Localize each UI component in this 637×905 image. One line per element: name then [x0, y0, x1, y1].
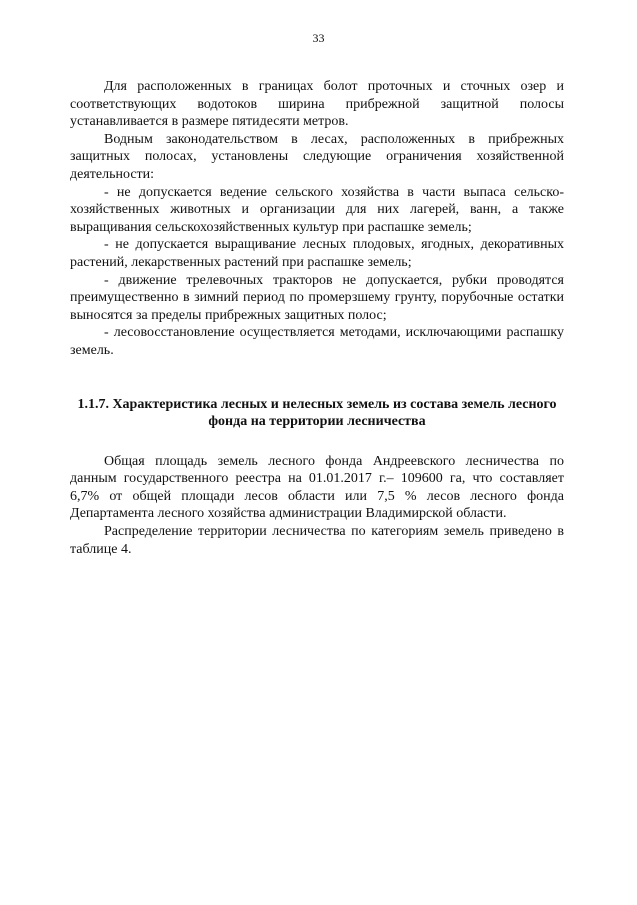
list-item-plants: - не допускается выращивание лесных плодовых, ягодных, декоративных растений, лекарственных растений при распашке земель; — [70, 237, 564, 270]
paragraph-swamp-lakes: Для расположенных в границах болот проточных и сточных озер и соответствующих водотоков ширина прибрежной защитной полосы устанавливается в размере пятидесяти метров. — [70, 79, 564, 130]
page-content — [70, 78, 564, 558]
list-item-tractors: - движение трелевочных тракторов не допускается, рубки проводятся преимущественно в зимний период по промерзшему грунту, порубочные остатки выносятся за пределы прибрежных защитных полос; — [70, 272, 564, 323]
paragraph-water-law-restrictions: Водным законодательством в лесах, расположенных в прибрежных защитных полосах, установлены следующие ограничения хозяйственной деятельности: — [70, 131, 564, 182]
list-item-agriculture: - не допускается ведение сельского хозяйства в части выпаса сельско-хозяйственных животных и организации для них лагерей, ванн, а также выращивания сельскохозяйственных культур при распашке земель; — [70, 184, 564, 235]
list-item-reforestation: - лесовосстановление осуществляется методами, исключающими распашку земель. — [70, 325, 564, 358]
section-heading: 1.1.7. Характеристика лесных и нелесных земель из состава земель лесного фонда на территории лесничества — [77, 396, 557, 430]
paragraph-total-area: Общая площадь земель лесного фонда Андреевского лесничества по данным государственного реестра на 01.01.2017 г.– 109600 га, что составляет 6,7% от общей площади лесов области или 7,5 % лесов лесного фонда Департамента лесного хозяйства администрации Владимирской области. — [70, 453, 564, 522]
page-number: 33 — [312, 31, 325, 45]
paragraph-table-reference: Распределение территории лесничества по категориям земель приведено в таблице 4. — [70, 524, 564, 557]
